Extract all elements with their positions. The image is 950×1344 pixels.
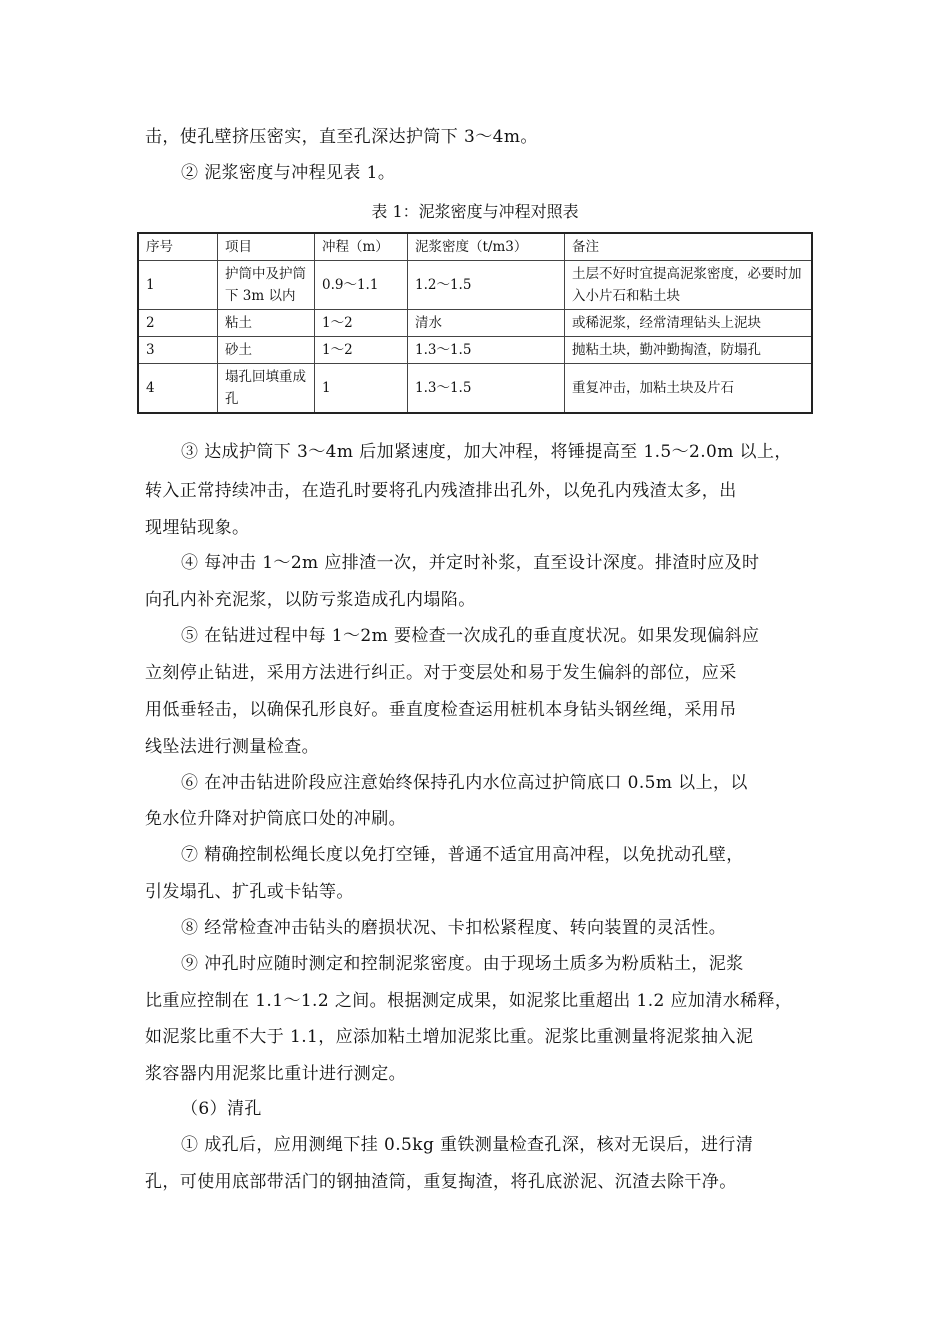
table-cell: 4 bbox=[138, 364, 218, 414]
paragraph: 浆容器内用泥浆比重计进行测定。 bbox=[145, 1064, 406, 1084]
paragraph: 现埋钻现象。 bbox=[145, 518, 250, 538]
table-cell: 砂土 bbox=[218, 337, 315, 364]
table-cell: 1.2～1.5 bbox=[408, 261, 565, 310]
paragraph: 转入正常持续冲击，在造孔时要将孔内残渣排出孔外，以免孔内残渣太多，出 bbox=[145, 481, 737, 501]
table-cell: 清水 bbox=[408, 310, 565, 337]
header-cell: 泥浆密度（t/m3） bbox=[408, 233, 565, 261]
table-row bbox=[138, 310, 812, 337]
paragraph: ④ 每冲击 1～2m 应排渣一次，并定时补浆，直至设计深度。排渣时应及时 bbox=[181, 553, 760, 573]
paragraph: ③ 达成护筒下 3～4m 后加紧速度，加大冲程，将锤提高至 1.5～2.0m 以上， bbox=[181, 442, 792, 462]
paragraph: 引发塌孔、扩孔或卡钻等。 bbox=[145, 882, 354, 902]
table-header-row bbox=[138, 233, 812, 261]
table-cell: 护筒中及护筒下 3m 以内 bbox=[218, 261, 315, 310]
table-caption: 表 1：泥浆密度与冲程对照表 bbox=[371, 202, 579, 221]
paragraph: 用低垂轻击，以确保孔形良好。垂直度检查运用桩机本身钻头钢丝绳，采用吊 bbox=[145, 700, 737, 720]
table-cell: 塌孔回填重成孔 bbox=[218, 364, 315, 414]
table-cell: 1.3～1.5 bbox=[408, 337, 565, 364]
paragraph: 线坠法进行测量检查。 bbox=[145, 737, 319, 757]
paragraph: 如泥浆比重不大于 1.1，应添加粘土增加泥浆比重。泥浆比重测量将泥浆抽入泥 bbox=[145, 1027, 754, 1047]
paragraph: 孔，可使用底部带活门的钢抽渣筒，重复掏渣，将孔底淤泥、沉渣去除干净。 bbox=[145, 1172, 737, 1192]
mud-density-table bbox=[137, 232, 813, 414]
table-cell: 粘土 bbox=[218, 310, 315, 337]
table-cell: 3 bbox=[138, 337, 218, 364]
table-cell: 或稀泥浆，经常清理钻头上泥块 bbox=[565, 310, 813, 337]
header-cell: 冲程（m） bbox=[315, 233, 408, 261]
header-cell: 序号 bbox=[138, 233, 218, 261]
paragraph: 向孔内补充泥浆，以防亏浆造成孔内塌陷。 bbox=[145, 590, 476, 610]
paragraph: ⑥ 在冲击钻进阶段应注意始终保持孔内水位高过护筒底口 0.5m 以上，以 bbox=[181, 773, 748, 793]
paragraph: ① 成孔后，应用测绳下挂 0.5kg 重铁测量检查孔深，核对无误后，进行清 bbox=[181, 1135, 754, 1155]
paragraph: ⑧ 经常检查冲击钻头的磨损状况、卡扣松紧程度、转向装置的灵活性。 bbox=[181, 918, 727, 938]
paragraph: 免水位升降对护筒底口处的冲刷。 bbox=[145, 809, 406, 829]
paragraph: ⑨ 冲孔时应随时测定和控制泥浆密度。由于现场土质多为粉质粘土，泥浆 bbox=[181, 954, 744, 974]
table-cell: 1.3～1.5 bbox=[408, 364, 565, 414]
paragraph: 击，使孔壁挤压密实，直至孔深达护筒下 3～4m。 bbox=[145, 127, 538, 147]
header-cell: 项目 bbox=[218, 233, 315, 261]
table-cell: 1～2 bbox=[315, 337, 408, 364]
paragraph: ⑦ 精确控制松绳长度以免打空锤，普通不适宜用高冲程，以免扰动孔壁， bbox=[181, 845, 744, 865]
table-row bbox=[138, 337, 812, 364]
table-cell: 土层不好时宜提高泥浆密度，必要时加入小片石和粘土块 bbox=[565, 261, 813, 310]
table-cell: 1 bbox=[315, 364, 408, 414]
paragraph: 立刻停止钻进，采用方法进行纠正。对于变层处和易于发生偏斜的部位，应采 bbox=[145, 663, 737, 683]
table-cell: 重复冲击，加粘土块及片石 bbox=[565, 364, 813, 414]
paragraph: ⑤ 在钻进过程中每 1～2m 要检查一次成孔的垂直度状况。如果发现偏斜应 bbox=[181, 626, 760, 646]
section-heading: （6）清孔 bbox=[181, 1099, 262, 1119]
table-cell: 抛粘土块，勤冲勤掏渣，防塌孔 bbox=[565, 337, 813, 364]
paragraph: 比重应控制在 1.1～1.2 之间。根据测定成果，如泥浆比重超出 1.2 应加清水稀释， bbox=[145, 991, 793, 1011]
table-cell: 2 bbox=[138, 310, 218, 337]
table-row bbox=[138, 261, 812, 310]
table-cell: 1～2 bbox=[315, 310, 408, 337]
table-cell: 1 bbox=[138, 261, 218, 310]
table-cell: 0.9～1.1 bbox=[315, 261, 408, 310]
paragraph: ② 泥浆密度与冲程见表 1。 bbox=[181, 163, 396, 183]
header-cell: 备注 bbox=[565, 233, 813, 261]
table-row bbox=[138, 364, 812, 414]
